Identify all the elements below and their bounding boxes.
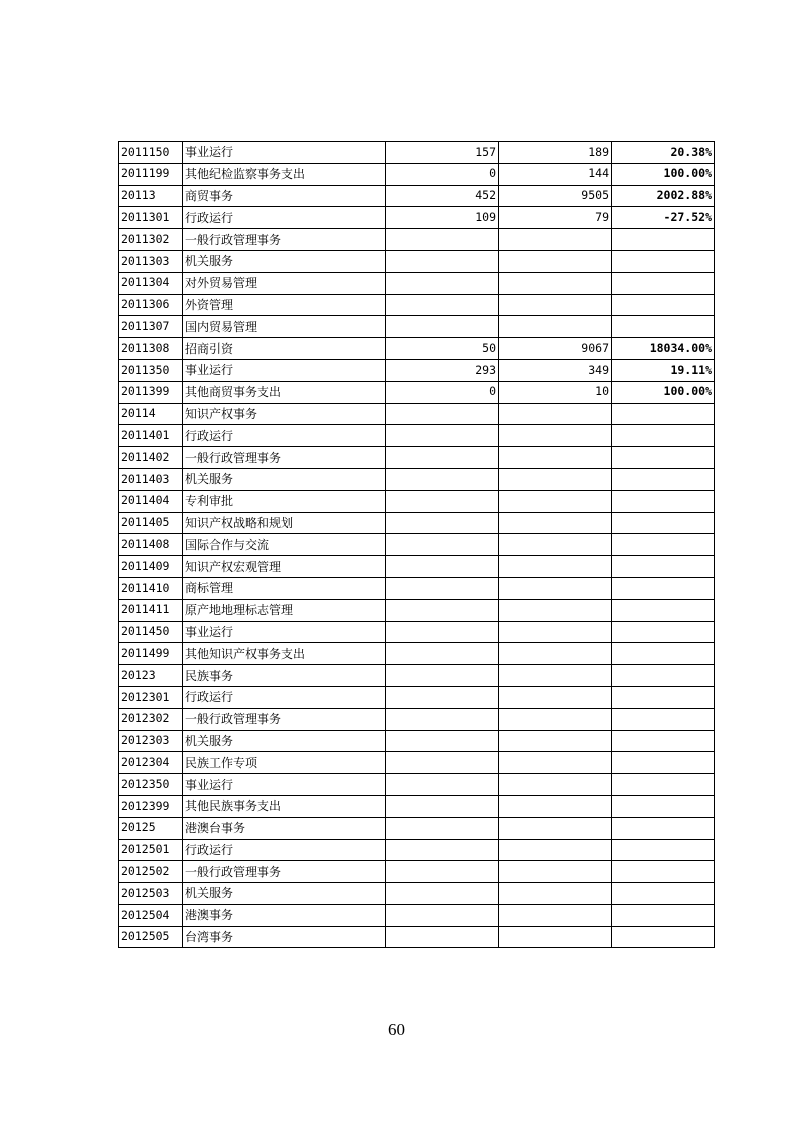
table-row — [119, 468, 715, 490]
change-rate-cell — [612, 752, 715, 774]
code-cell: 2012504 — [119, 904, 183, 926]
name-cell: 其他知识产权事务支出 — [183, 643, 386, 665]
prev-year-cell — [386, 468, 499, 490]
prev-year-cell — [386, 294, 499, 316]
curr-year-cell: 349 — [499, 359, 612, 381]
name-cell: 其他纪检监察事务支出 — [183, 163, 386, 185]
name-cell: 机关服务 — [183, 883, 386, 905]
prev-year-cell — [386, 534, 499, 556]
change-rate-cell — [612, 621, 715, 643]
prev-year-cell: 109 — [386, 207, 499, 229]
table-row — [119, 163, 715, 185]
code-cell: 20114 — [119, 403, 183, 425]
change-rate-cell: 19.11% — [612, 359, 715, 381]
curr-year-cell — [499, 534, 612, 556]
table-row — [119, 883, 715, 905]
prev-year-cell — [386, 229, 499, 251]
name-cell: 事业运行 — [183, 359, 386, 381]
name-cell: 国际合作与交流 — [183, 534, 386, 556]
change-rate-cell — [612, 904, 715, 926]
name-cell: 对外贸易管理 — [183, 272, 386, 294]
table-row — [119, 403, 715, 425]
name-cell: 商贸事务 — [183, 185, 386, 207]
prev-year-cell — [386, 621, 499, 643]
change-rate-cell: 100.00% — [612, 163, 715, 185]
table-row — [119, 512, 715, 534]
prev-year-cell: 0 — [386, 163, 499, 185]
table-row — [119, 665, 715, 687]
table-row — [119, 643, 715, 665]
name-cell: 知识产权事务 — [183, 403, 386, 425]
code-cell: 2011301 — [119, 207, 183, 229]
change-rate-cell — [612, 861, 715, 883]
code-cell: 2011450 — [119, 621, 183, 643]
curr-year-cell — [499, 621, 612, 643]
table-row — [119, 730, 715, 752]
table-row — [119, 839, 715, 861]
table-row — [119, 556, 715, 578]
curr-year-cell — [499, 904, 612, 926]
code-cell: 2011306 — [119, 294, 183, 316]
curr-year-cell — [499, 425, 612, 447]
change-rate-cell — [612, 534, 715, 556]
code-cell: 2011302 — [119, 229, 183, 251]
table-row — [119, 861, 715, 883]
curr-year-cell — [499, 708, 612, 730]
curr-year-cell — [499, 665, 612, 687]
prev-year-cell — [386, 817, 499, 839]
change-rate-cell — [612, 774, 715, 796]
curr-year-cell: 79 — [499, 207, 612, 229]
code-cell: 2011399 — [119, 381, 183, 403]
change-rate-cell — [612, 512, 715, 534]
name-cell: 行政运行 — [183, 425, 386, 447]
change-rate-cell — [612, 795, 715, 817]
curr-year-cell — [499, 839, 612, 861]
curr-year-cell — [499, 752, 612, 774]
prev-year-cell — [386, 752, 499, 774]
curr-year-cell: 10 — [499, 381, 612, 403]
prev-year-cell — [386, 665, 499, 687]
name-cell: 机关服务 — [183, 250, 386, 272]
change-rate-cell — [612, 577, 715, 599]
change-rate-cell — [612, 817, 715, 839]
code-cell: 2012399 — [119, 795, 183, 817]
prev-year-cell — [386, 861, 499, 883]
name-cell: 外资管理 — [183, 294, 386, 316]
table-row — [119, 686, 715, 708]
curr-year-cell: 144 — [499, 163, 612, 185]
curr-year-cell — [499, 926, 612, 948]
prev-year-cell — [386, 512, 499, 534]
table-row — [119, 229, 715, 251]
curr-year-cell — [499, 774, 612, 796]
code-cell: 2012350 — [119, 774, 183, 796]
table-row — [119, 577, 715, 599]
table-row — [119, 752, 715, 774]
curr-year-cell — [499, 272, 612, 294]
name-cell: 港澳台事务 — [183, 817, 386, 839]
code-cell: 2012303 — [119, 730, 183, 752]
code-cell: 2011199 — [119, 163, 183, 185]
code-cell: 2012502 — [119, 861, 183, 883]
name-cell: 事业运行 — [183, 774, 386, 796]
prev-year-cell — [386, 774, 499, 796]
table-row — [119, 534, 715, 556]
curr-year-cell — [499, 468, 612, 490]
change-rate-cell: -27.52% — [612, 207, 715, 229]
name-cell: 其他民族事务支出 — [183, 795, 386, 817]
change-rate-cell — [612, 425, 715, 447]
curr-year-cell — [499, 250, 612, 272]
name-cell: 专利审批 — [183, 490, 386, 512]
code-cell: 2012505 — [119, 926, 183, 948]
name-cell: 机关服务 — [183, 468, 386, 490]
table-row — [119, 272, 715, 294]
table-row — [119, 185, 715, 207]
prev-year-cell — [386, 316, 499, 338]
name-cell: 一般行政管理事务 — [183, 229, 386, 251]
name-cell: 招商引资 — [183, 338, 386, 360]
curr-year-cell — [499, 556, 612, 578]
code-cell: 2011150 — [119, 142, 183, 164]
prev-year-cell — [386, 490, 499, 512]
code-cell: 2011308 — [119, 338, 183, 360]
name-cell: 原产地地理标志管理 — [183, 599, 386, 621]
curr-year-cell — [499, 316, 612, 338]
page-number: 60 — [388, 1020, 405, 1039]
prev-year-cell — [386, 556, 499, 578]
change-rate-cell — [612, 316, 715, 338]
name-cell: 一般行政管理事务 — [183, 447, 386, 469]
table-row — [119, 250, 715, 272]
prev-year-cell — [386, 795, 499, 817]
curr-year-cell — [499, 686, 612, 708]
prev-year-cell — [386, 272, 499, 294]
code-cell: 2011404 — [119, 490, 183, 512]
curr-year-cell — [499, 403, 612, 425]
code-cell: 20123 — [119, 665, 183, 687]
name-cell: 一般行政管理事务 — [183, 708, 386, 730]
code-cell: 2011409 — [119, 556, 183, 578]
name-cell: 其他商贸事务支出 — [183, 381, 386, 403]
name-cell: 民族工作专项 — [183, 752, 386, 774]
table-row — [119, 774, 715, 796]
curr-year-cell — [499, 447, 612, 469]
table-row — [119, 425, 715, 447]
table-row — [119, 294, 715, 316]
prev-year-cell — [386, 599, 499, 621]
table-row — [119, 207, 715, 229]
prev-year-cell — [386, 839, 499, 861]
code-cell: 20113 — [119, 185, 183, 207]
code-cell: 2011401 — [119, 425, 183, 447]
table-row — [119, 142, 715, 164]
curr-year-cell — [499, 599, 612, 621]
code-cell: 2012302 — [119, 708, 183, 730]
change-rate-cell — [612, 643, 715, 665]
change-rate-cell — [612, 883, 715, 905]
prev-year-cell — [386, 250, 499, 272]
code-cell: 2011402 — [119, 447, 183, 469]
name-cell: 行政运行 — [183, 686, 386, 708]
prev-year-cell — [386, 686, 499, 708]
curr-year-cell: 9067 — [499, 338, 612, 360]
change-rate-cell — [612, 839, 715, 861]
code-cell: 2011405 — [119, 512, 183, 534]
name-cell: 港澳事务 — [183, 904, 386, 926]
prev-year-cell — [386, 926, 499, 948]
change-rate-cell — [612, 708, 715, 730]
prev-year-cell — [386, 403, 499, 425]
name-cell: 知识产权宏观管理 — [183, 556, 386, 578]
curr-year-cell — [499, 577, 612, 599]
name-cell: 台湾事务 — [183, 926, 386, 948]
change-rate-cell — [612, 403, 715, 425]
prev-year-cell — [386, 708, 499, 730]
code-cell: 2011307 — [119, 316, 183, 338]
code-cell: 2011303 — [119, 250, 183, 272]
code-cell: 2012304 — [119, 752, 183, 774]
change-rate-cell — [612, 294, 715, 316]
change-rate-cell — [612, 468, 715, 490]
prev-year-cell: 293 — [386, 359, 499, 381]
curr-year-cell: 189 — [499, 142, 612, 164]
change-rate-cell — [612, 665, 715, 687]
prev-year-cell — [386, 577, 499, 599]
change-rate-cell — [612, 250, 715, 272]
table-row — [119, 490, 715, 512]
code-cell: 2011403 — [119, 468, 183, 490]
curr-year-cell — [499, 229, 612, 251]
code-cell: 2011410 — [119, 577, 183, 599]
change-rate-cell — [612, 272, 715, 294]
name-cell: 商标管理 — [183, 577, 386, 599]
table-body — [119, 142, 715, 948]
curr-year-cell — [499, 795, 612, 817]
prev-year-cell — [386, 883, 499, 905]
change-rate-cell — [612, 229, 715, 251]
name-cell: 民族事务 — [183, 665, 386, 687]
name-cell: 知识产权战略和规划 — [183, 512, 386, 534]
table-row — [119, 599, 715, 621]
table-row — [119, 795, 715, 817]
code-cell: 20125 — [119, 817, 183, 839]
name-cell: 一般行政管理事务 — [183, 861, 386, 883]
name-cell: 事业运行 — [183, 142, 386, 164]
table-row — [119, 316, 715, 338]
change-rate-cell: 20.38% — [612, 142, 715, 164]
code-cell: 2011499 — [119, 643, 183, 665]
curr-year-cell — [499, 817, 612, 839]
curr-year-cell — [499, 294, 612, 316]
code-cell: 2011408 — [119, 534, 183, 556]
code-cell: 2012301 — [119, 686, 183, 708]
table-row — [119, 381, 715, 403]
change-rate-cell: 2002.88% — [612, 185, 715, 207]
change-rate-cell — [612, 447, 715, 469]
change-rate-cell — [612, 730, 715, 752]
name-cell: 行政运行 — [183, 839, 386, 861]
change-rate-cell — [612, 556, 715, 578]
change-rate-cell — [612, 686, 715, 708]
curr-year-cell — [499, 643, 612, 665]
table-row — [119, 621, 715, 643]
table-row — [119, 447, 715, 469]
prev-year-cell — [386, 643, 499, 665]
name-cell: 国内贸易管理 — [183, 316, 386, 338]
curr-year-cell — [499, 512, 612, 534]
prev-year-cell: 50 — [386, 338, 499, 360]
prev-year-cell — [386, 425, 499, 447]
name-cell: 机关服务 — [183, 730, 386, 752]
code-cell: 2011304 — [119, 272, 183, 294]
prev-year-cell — [386, 447, 499, 469]
table-row — [119, 817, 715, 839]
curr-year-cell — [499, 883, 612, 905]
budget-table — [118, 141, 715, 948]
prev-year-cell — [386, 904, 499, 926]
curr-year-cell: 9505 — [499, 185, 612, 207]
code-cell: 2012503 — [119, 883, 183, 905]
table-row — [119, 338, 715, 360]
change-rate-cell: 18034.00% — [612, 338, 715, 360]
prev-year-cell: 0 — [386, 381, 499, 403]
code-cell: 2011350 — [119, 359, 183, 381]
name-cell: 事业运行 — [183, 621, 386, 643]
change-rate-cell: 100.00% — [612, 381, 715, 403]
curr-year-cell — [499, 861, 612, 883]
code-cell: 2012501 — [119, 839, 183, 861]
change-rate-cell — [612, 599, 715, 621]
table-row — [119, 904, 715, 926]
curr-year-cell — [499, 490, 612, 512]
prev-year-cell: 157 — [386, 142, 499, 164]
code-cell: 2011411 — [119, 599, 183, 621]
table-row — [119, 359, 715, 381]
curr-year-cell — [499, 730, 612, 752]
table-row — [119, 926, 715, 948]
table-row — [119, 708, 715, 730]
name-cell: 行政运行 — [183, 207, 386, 229]
prev-year-cell — [386, 730, 499, 752]
prev-year-cell: 452 — [386, 185, 499, 207]
change-rate-cell — [612, 490, 715, 512]
change-rate-cell — [612, 926, 715, 948]
